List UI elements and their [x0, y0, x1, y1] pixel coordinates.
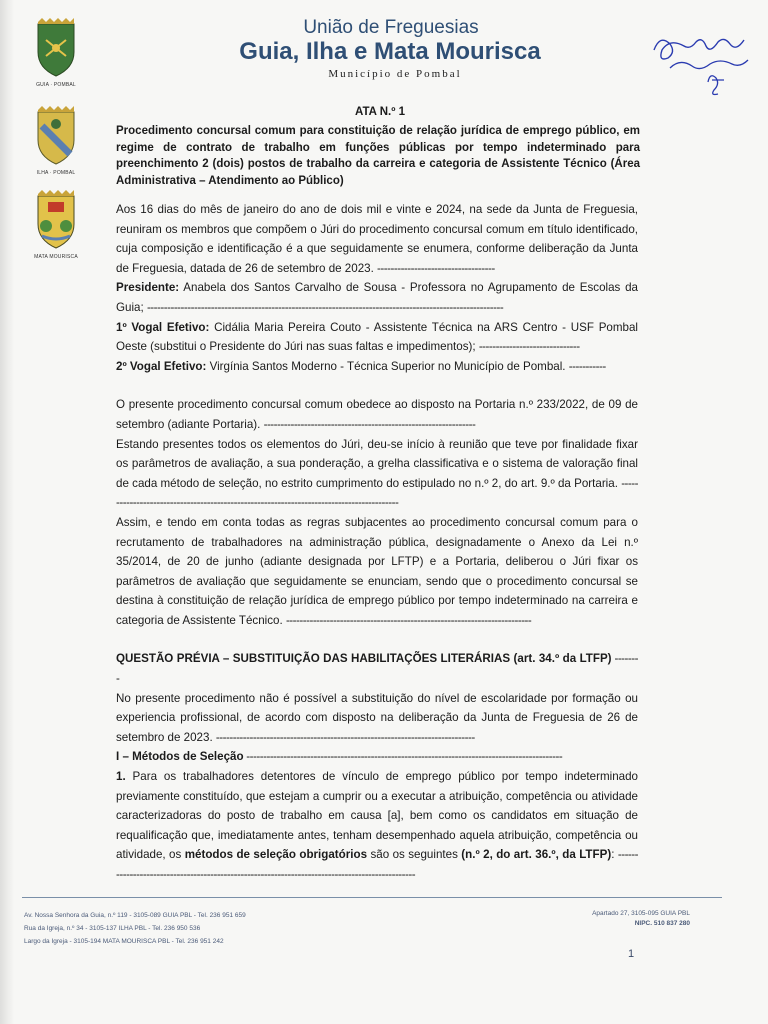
dash-filler: -------------------------------------------------------------------------: [285, 613, 532, 627]
item-1-text: Para os trabalhadores detentores de vínculo de emprego público por tempo indeterminado previamente constituído, que estejam a cumprir ou a executar a atribuição, competência ou atividade caracterizadoras do posto de trabalho em causa [a], bem como os candidatos em situação de requalificação que, imediatamente antes, tenham desempenhado aquela atribuição, competência ou atividade, os: [116, 770, 638, 862]
section-metodos-selecao: [116, 747, 638, 767]
dash-filler: -----------: [568, 359, 606, 373]
paragraph-portaria-text: O presente procedimento concursal comum obedece ao disposto na Portaria n.º 233/2022, de 09 de setembro (adiante Portaria).: [116, 398, 638, 431]
dash-filler: --------: [116, 652, 638, 686]
dash-filler: ---------------------------------------------------------------: [263, 417, 476, 431]
page-number: 1: [628, 948, 635, 960]
crest-mata-mourisca: [32, 190, 80, 260]
footer-divider: [22, 897, 722, 898]
footer-nipc: NIPC. 510 837 280: [634, 920, 690, 927]
item-1-text-mid: são os seguintes: [367, 848, 462, 862]
dash-filler: -----------------------------------------------------------------------------: [215, 730, 475, 744]
ata-number: ATA N.º 1: [355, 106, 405, 118]
metodos-selecao-title: I – Métodos de Seleção: [116, 750, 244, 764]
item-1-end: :: [611, 848, 618, 862]
dash-filler: -----------------------------------------------------------------------------------------: [116, 476, 638, 510]
questao-previa-title: QUESTÃO PRÉVIA – SUBSTITUIÇÃO DAS HABILITAÇÕES LITERÁRIAS (art. 34.º da LTFP): [116, 652, 612, 666]
crest-mata-mourisca-icon: [32, 190, 80, 252]
header-subtitle: Município de Pombal: [328, 68, 462, 80]
footer-address-guia: Av. Nossa Senhora da Guia, n.º 119 - 3105-089 GUIA PBL - Tel. 236 951 659: [24, 912, 246, 919]
dash-filler: -----------------------------------------------------------------------------------------------: [116, 848, 639, 881]
footer-address-mata-mourisca: Largo da Igreja - 3105-194 MATA MOURISCA PBL - Tel. 236 951 242: [24, 938, 224, 945]
presidente-label: Presidente:: [116, 281, 180, 295]
crest-ilha-label: ILHA · POMBAL: [36, 170, 76, 176]
vogal-1-label: 1º Vogal Efetivo:: [116, 320, 210, 334]
crest-guia-icon: [32, 18, 80, 80]
footer-right: [520, 909, 690, 929]
header-main-title: Guia, Ilha e Mata Mourisca: [239, 38, 541, 65]
presidente-text: Anabela dos Santos Carvalho de Sousa - Professora no Agrupamento de Escolas da Guia;: [116, 281, 638, 314]
paragraph-questao-previa: [116, 689, 638, 748]
section-questao-previa: [116, 649, 638, 688]
handwritten-signature: [640, 28, 760, 108]
paragraph-vogal-2: [116, 357, 638, 377]
paragraph-assim: [116, 513, 638, 631]
dash-filler: ----------------------------------------------------------------------------------------------: [243, 750, 563, 764]
crest-ilha: [32, 106, 80, 176]
paragraph-reuniao: [116, 435, 638, 513]
subject-heading: Procedimento concursal comum para constituição de relação jurídica de emprego público, em regime de contrato de trabalho em funções públicas por tempo indeterminado para preenchimento 2 (dois) postos de trabalho da carreira e categoria de Assistente Técnico (Área Administrativa – Atendimento ao Público): [116, 125, 640, 187]
dash-filler: ----------------------------------------------------------------------------------------------------------: [146, 300, 504, 314]
paragraph-vogal-1: [116, 318, 638, 357]
paragraph-opening: [116, 200, 638, 278]
vogal-1-text: Cidália Maria Pereira Couto - Assistente Técnica na ARS Centro - USF Pombal Oeste (substitui o Presidente do Júri nas suas faltas e impedimentos);: [116, 320, 638, 354]
vogal-2-label: 2º Vogal Efetivo:: [116, 359, 207, 373]
crest-guia-label: GUIA · POMBAL: [36, 82, 76, 88]
paragraph-portaria: [116, 395, 638, 434]
header-top-title: União de Freguesias: [303, 17, 479, 38]
paragraph-presidente: [116, 278, 638, 317]
item-1-reference: (n.º 2, do art. 36.º, da LTFP): [461, 848, 612, 862]
item-1-bold: métodos de seleção obrigatórios: [184, 848, 368, 862]
dash-filler: -----------------------------------: [377, 261, 495, 275]
footer-apartado: Apartado 27, 3105-095 GUIA PBL: [592, 910, 690, 917]
scan-edge-shadow: [0, 0, 14, 1024]
paragraph-item-1: [116, 767, 638, 885]
vogal-2-text: Virgínia Santos Moderno - Técnica Superior no Município de Pombal.: [206, 359, 569, 373]
item-1-number: 1.: [116, 770, 126, 784]
questao-previa-text: No presente procedimento não é possível a substituição do nível de escolaridade por formação ou experiencia profissional, de acordo com disposto na deliberação da Junta de Freguesia de 26 de setembro de 2023.: [116, 691, 638, 744]
paragraph-opening-text: Aos 16 dias do mês de janeiro do ano de dois mil e vinte e 2024, na sede da Junta de Freguesia, reuniram os membros que compõem o Júri do procedimento concursal comum em título identificado, cuja composição e identificação é a que seguidamente se enumera, conforme deliberação da Junta de Freguesia, datada de 26 de setembro de 2023.: [116, 203, 638, 275]
crest-guia: [32, 18, 80, 88]
crest-ilha-icon: [32, 106, 80, 168]
footer-address-ilha: Rua da Igreja, n.º 34 - 3105-137 ILHA PBL - Tel. 236 950 536: [24, 925, 201, 932]
crest-mata-mourisca-label: MATA MOURISCA: [34, 254, 78, 260]
paragraph-assim-text: Assim, e tendo em conta todas as regras subjacentes ao procedimento concursal comum para o recrutamento de trabalhadores na administração pública, designadamente o Anexo da Lei n.º 35/2014, de 20 de junho (adiante designada por LFTP) e a Portaria, deliberou o Júri fixar os parâmetros de avaliação que seguidamente se enunciam, sendo que o procedimento concursal se destina à constituição de relação jurídica de emprego público por tempo indeterminado na carreira e categoria de Assistente Técnico.: [116, 515, 638, 627]
footer-addresses: [24, 909, 246, 948]
document-body: [116, 200, 638, 885]
dash-filler: ------------------------------: [478, 340, 580, 354]
paragraph-reuniao-text: Estando presentes todos os elementos do Júri, deu-se início à reunião que teve por finalidade fixar os parâmetros de avaliação, a sua ponderação, a grelha classificativa e o sistema de valoração final de cada método de seleção, no estrito cumprimento do estipulado no n.º 2, do art. 9.º da Portaria.: [116, 437, 638, 490]
